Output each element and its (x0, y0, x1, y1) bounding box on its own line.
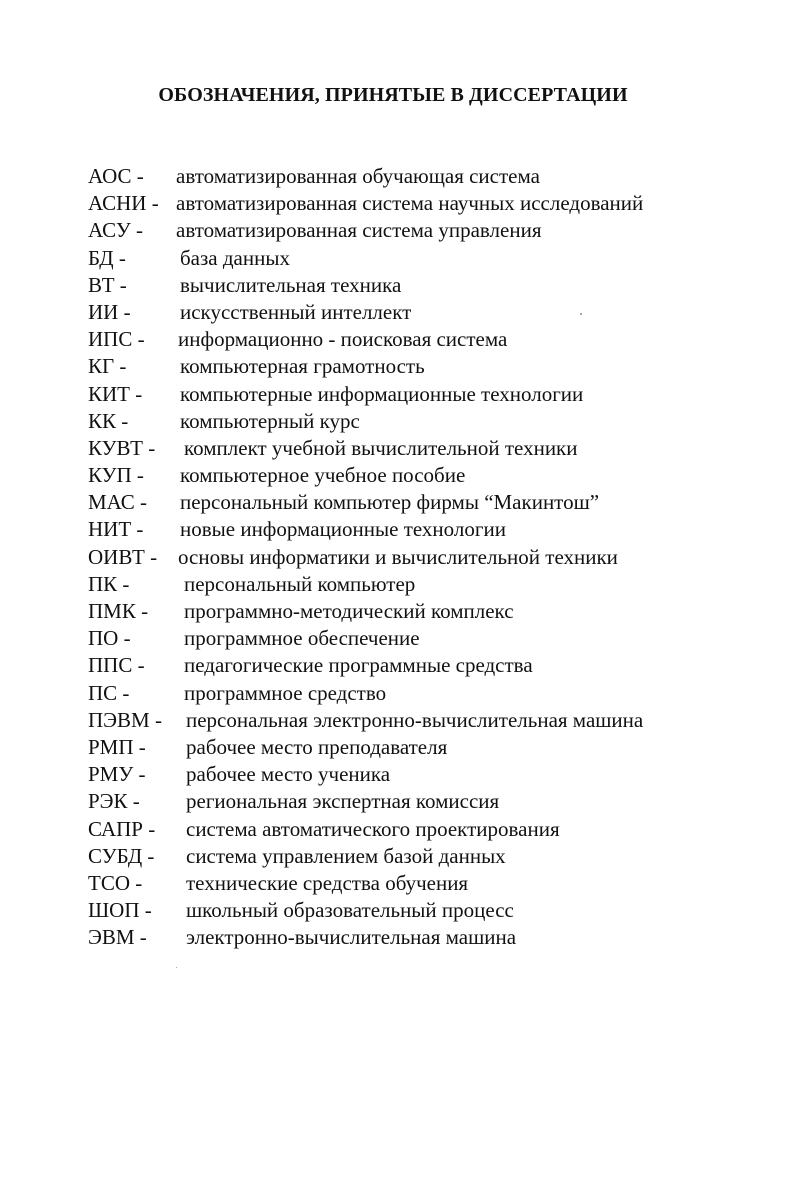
abbreviation-definition: искусственный интеллект (180, 299, 412, 324)
abbreviation-definition: компьютерные информационные технологии (180, 381, 584, 406)
abbreviation-row (88, 924, 517, 951)
abbreviation-row (88, 680, 387, 707)
abbreviation-definition: автоматизированная система научных исследований (176, 191, 644, 216)
abbreviation-row (88, 381, 584, 408)
abbreviation-row (88, 761, 391, 788)
abbreviation-row (88, 571, 416, 598)
abbreviation-row (88, 707, 644, 734)
abbreviation-term: КИТ - (88, 381, 143, 406)
abbreviation-row (88, 245, 290, 272)
abbreviation-term: ПК - (88, 571, 130, 596)
abbreviation-term: САПР - (88, 816, 156, 841)
abbreviation-row (88, 353, 425, 380)
abbreviation-row (88, 516, 506, 543)
abbreviation-list (88, 163, 644, 951)
abbreviation-definition: компьютерное учебное пособие (180, 463, 466, 488)
abbreviation-row (88, 870, 469, 897)
abbreviation-term: МАС - (88, 490, 148, 515)
abbreviation-row (88, 435, 578, 462)
abbreviation-term: БД - (88, 245, 126, 270)
abbreviation-definition: персональный компьютер фирмы “Макинтош” (180, 490, 600, 515)
abbreviation-definition: компьютерная грамотность (180, 354, 425, 379)
abbreviation-definition: система автоматического проектирования (186, 816, 560, 841)
abbreviation-term: ЭВМ - (88, 925, 147, 950)
abbreviation-row (88, 544, 618, 571)
abbreviation-term: ИПС - (88, 327, 145, 352)
abbreviation-term: ППС - (88, 653, 145, 678)
abbreviation-term: ТСО - (88, 870, 143, 895)
abbreviation-definition: автоматизированная система управления (176, 218, 542, 243)
abbreviation-definition: школьный образовательный процесс (186, 898, 514, 923)
abbreviation-term: ВТ - (88, 272, 127, 297)
abbreviation-row (88, 326, 508, 353)
abbreviation-definition: вычислительная техника (180, 272, 402, 297)
abbreviation-term: НИТ - (88, 517, 144, 542)
abbreviation-term: РМП - (88, 734, 146, 759)
abbreviation-definition: региональная экспертная комиссия (186, 789, 500, 814)
abbreviation-definition: педагогические программные средства (184, 653, 533, 678)
abbreviation-term: ШОП - (88, 898, 152, 923)
abbreviation-row (88, 190, 644, 217)
scan-speck (580, 313, 582, 315)
abbreviation-term: АСНИ - (88, 191, 159, 216)
abbreviation-definition: программное обеспечение (184, 626, 420, 651)
abbreviation-term: ПС - (88, 680, 130, 705)
abbreviation-row (88, 734, 448, 761)
abbreviation-row (88, 217, 542, 244)
abbreviation-row (88, 299, 412, 326)
abbreviation-row (88, 788, 500, 815)
abbreviation-definition: рабочее место ученика (186, 762, 391, 787)
abbreviation-row (88, 462, 466, 489)
abbreviation-term: АОС - (88, 164, 144, 188)
abbreviation-term: КК - (88, 408, 129, 433)
abbreviation-row (88, 163, 540, 190)
abbreviation-row (88, 897, 514, 924)
page-title: ОБОЗНАЧЕНИЯ, ПРИНЯТЫЕ В ДИССЕРТАЦИИ (158, 84, 628, 106)
abbreviation-row (88, 843, 506, 870)
abbreviation-term: РМУ - (88, 762, 146, 787)
abbreviation-term: ПЭВМ - (88, 707, 162, 732)
abbreviation-definition: информационно - поисковая система (178, 327, 508, 352)
abbreviation-term: КУВТ - (88, 435, 156, 460)
abbreviation-term: ПО - (88, 626, 131, 651)
abbreviation-row (88, 408, 360, 435)
abbreviation-term: СУБД - (88, 843, 155, 868)
abbreviation-definition: программное средство (184, 680, 387, 705)
abbreviation-term: ОИВТ - (88, 544, 158, 569)
abbreviation-definition: новые информационные технологии (180, 517, 506, 542)
abbreviation-term: КГ - (88, 354, 127, 379)
abbreviation-term: РЭК - (88, 789, 140, 814)
abbreviation-definition: электронно-вычислительная машина (186, 925, 517, 950)
abbreviation-definition: программно-методический комплекс (184, 599, 514, 623)
abbreviation-term: ИИ - (88, 299, 131, 324)
abbreviation-term: ПМК - (88, 599, 149, 623)
abbreviation-row (88, 489, 600, 516)
abbreviation-definition: основы информатики и вычислительной техники (178, 544, 618, 569)
abbreviation-row (88, 598, 514, 625)
abbreviation-definition: рабочее место преподавателя (186, 734, 448, 759)
abbreviation-definition: персональная электронно-вычислительная машина (186, 707, 644, 732)
abbreviation-row (88, 652, 533, 679)
abbreviation-definition: база данных (180, 245, 290, 270)
abbreviation-row (88, 625, 420, 652)
abbreviation-term: АСУ - (88, 218, 143, 243)
abbreviation-row (88, 816, 560, 843)
scan-speck (176, 967, 177, 968)
abbreviation-definition: технические средства обучения (186, 870, 469, 895)
abbreviation-definition: система управлением базой данных (186, 843, 506, 868)
abbreviation-definition: комплект учебной вычислительной техники (184, 435, 578, 460)
abbreviation-term: КУП - (88, 463, 144, 488)
abbreviation-row (88, 272, 402, 299)
abbreviation-definition: компьютерный курс (180, 408, 360, 433)
abbreviation-definition: персональный компьютер (184, 571, 416, 596)
abbreviation-definition: автоматизированная обучающая система (176, 164, 540, 188)
